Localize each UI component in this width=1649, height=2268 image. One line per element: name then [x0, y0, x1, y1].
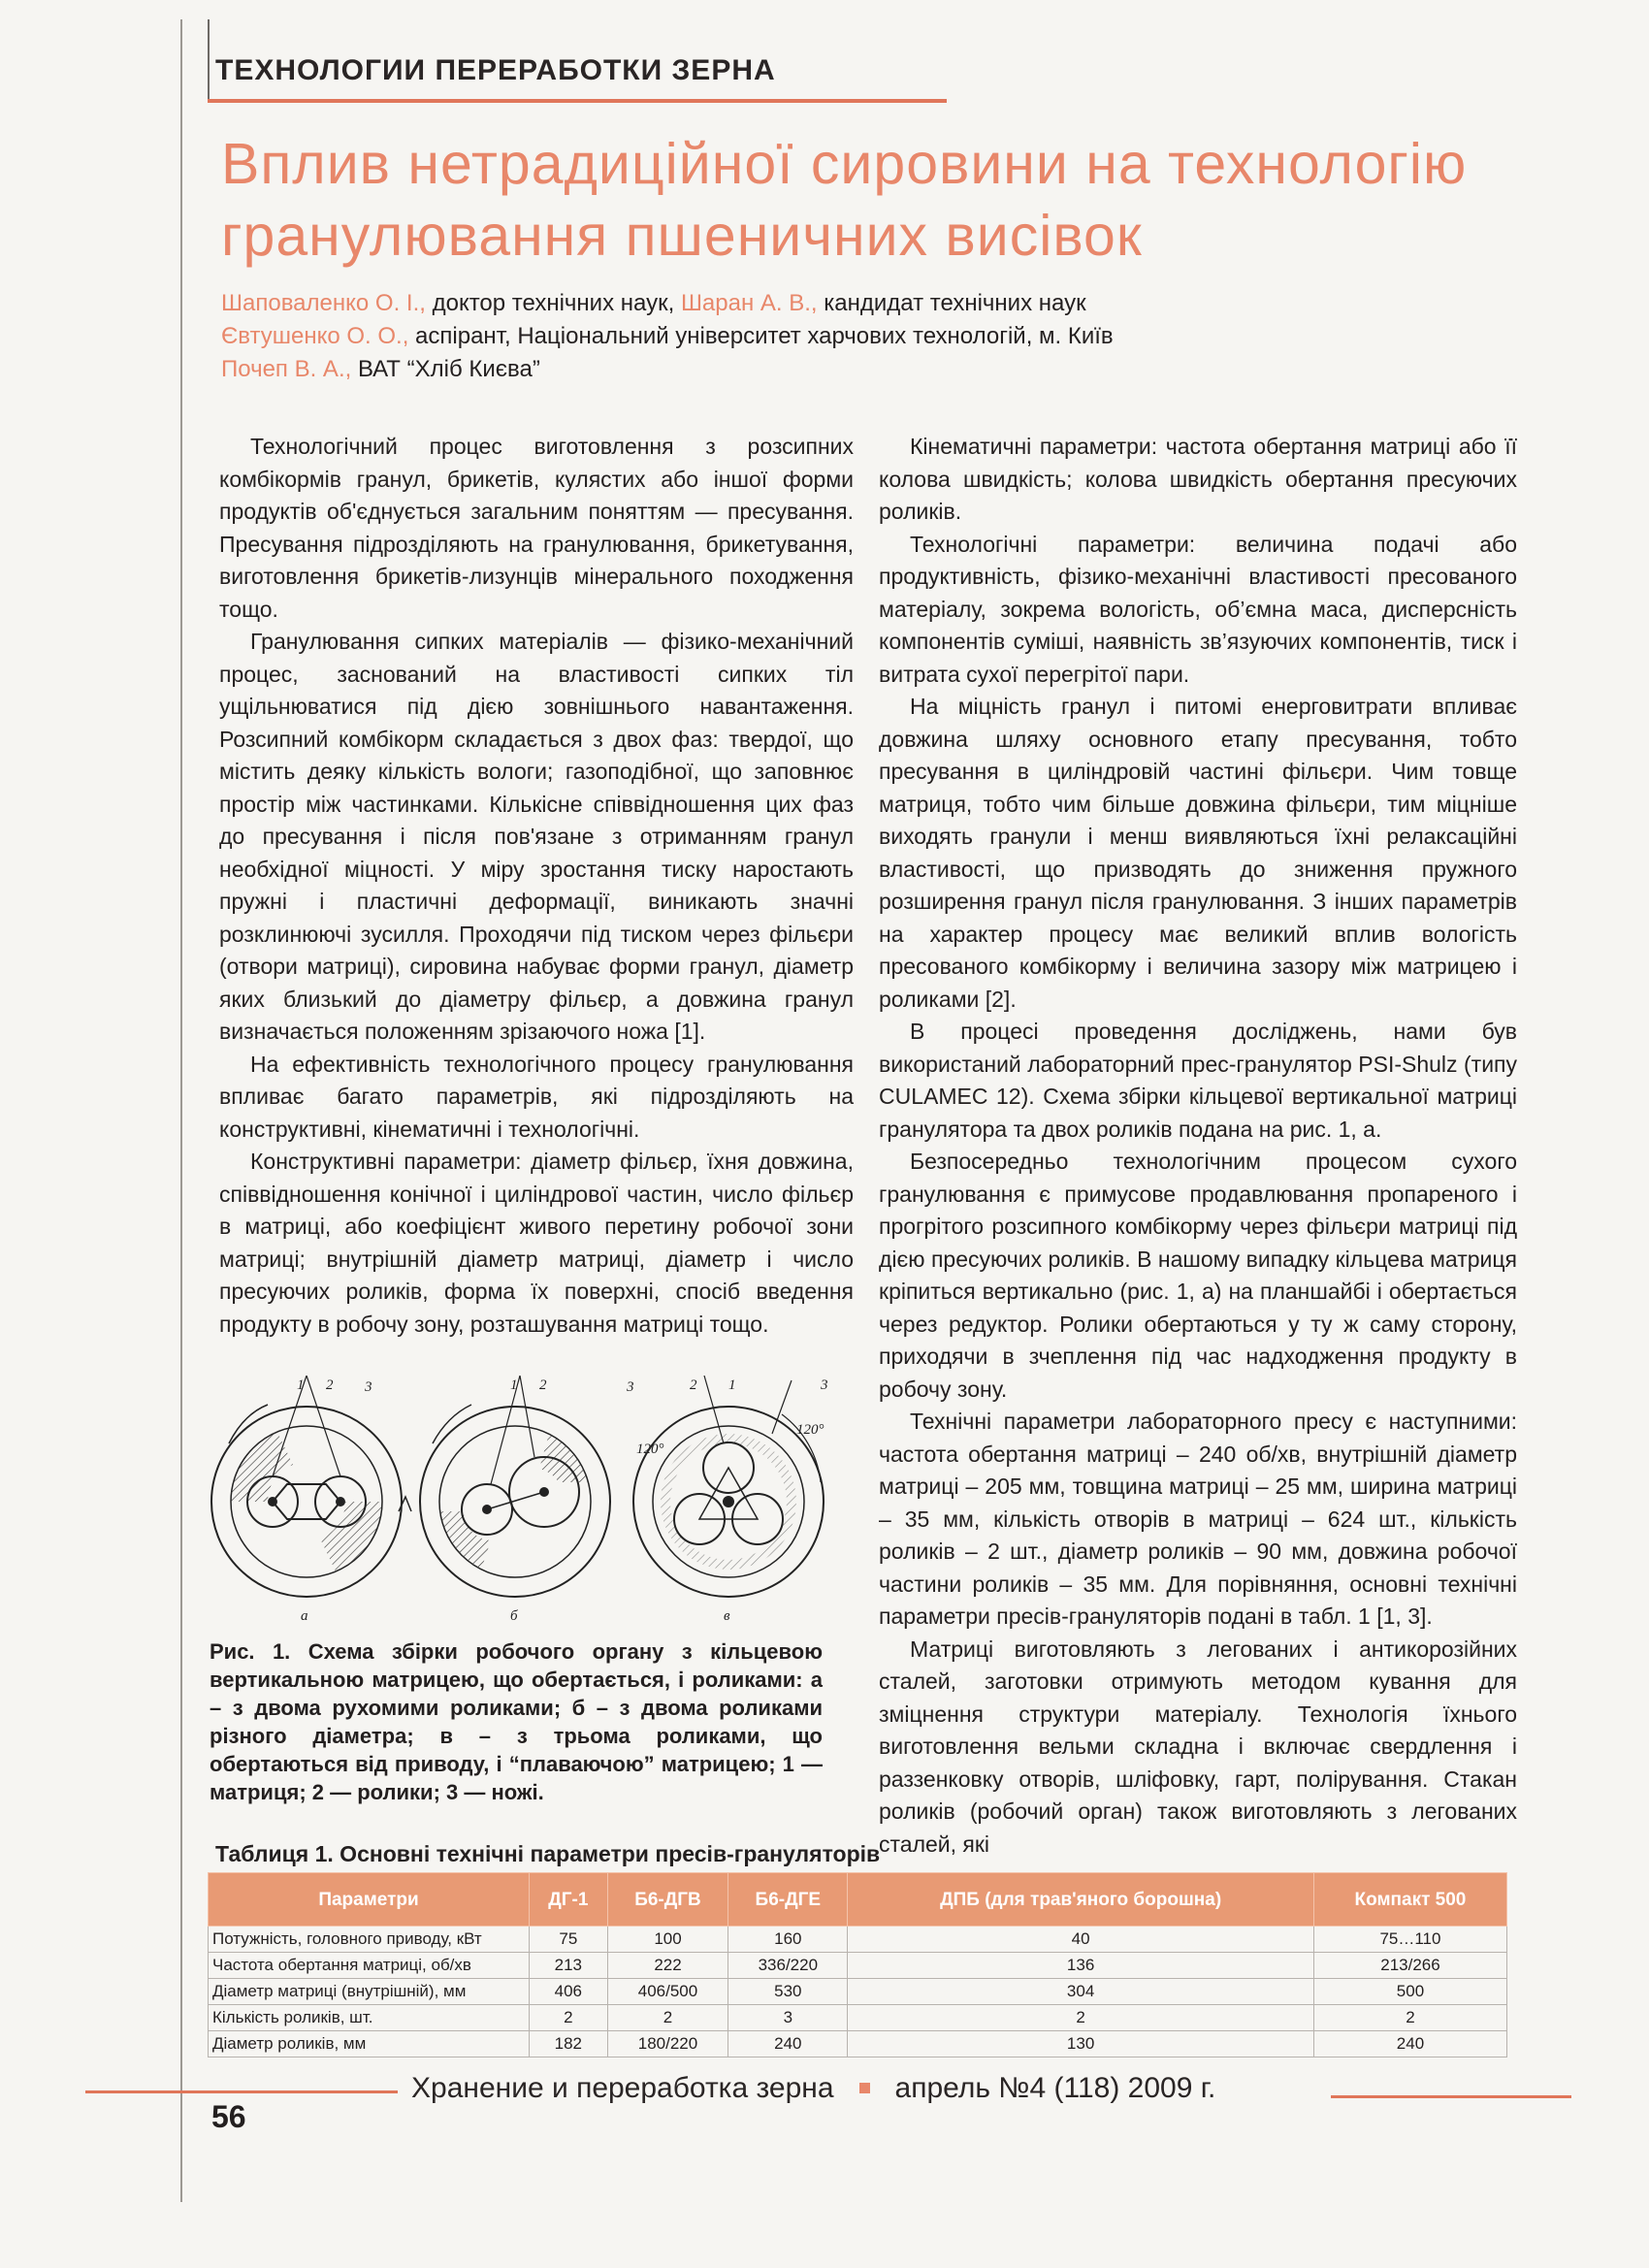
table-cell: Потужність, головного приводу, кВт	[209, 1927, 530, 1953]
text-column-left	[219, 431, 854, 1341]
page-margin-line	[180, 19, 182, 2202]
article-title: Вплив нетрадиційної сировини на технологію гранулювання пшеничних висівок	[221, 132, 1468, 268]
table-cell: Діаметр роликів, мм	[209, 2031, 530, 2057]
author-name: Шаповаленко О. І.,	[221, 290, 426, 316]
paragraph: На ефективність технологічного процесу гранулювання впливає багато параметрів, які підрозділяють на конструктивні, кінематичні і технологічні.	[219, 1051, 854, 1142]
paragraph: Технологічні параметри: величина подачі або продуктивність, фізико-механічні властивості пресованого матеріалу, зокрема вологість, об’ємна маса, дисперсність компонентів суміші, наявність зв’язуючих компонентів, тиск і витрата сухої перегрітої пари.	[879, 531, 1517, 687]
paragraph: В процесі проведення досліджень, нами був використаний лабораторний прес-гранулятор PSI-Shulz (типу CULAMEC 12). Схема збірки кільцевої вертикальної матриці гранулятора та двох роликів подана на рис. 1, а.	[879, 1019, 1517, 1142]
diagram-a	[211, 1376, 411, 1597]
table-cell: 3	[728, 2005, 848, 2031]
table-row	[209, 1927, 1507, 1953]
column-header: Компакт 500	[1313, 1873, 1506, 1927]
table-cell: 213/266	[1313, 1953, 1506, 1979]
table-row	[209, 2005, 1507, 2031]
author-role: ВАТ “Хліб Києва”	[351, 356, 540, 382]
table-cell: 40	[848, 1927, 1314, 1953]
footer-rule-right	[1331, 2095, 1571, 2098]
table-cell: 75…110	[1313, 1927, 1506, 1953]
table-cell: 180/220	[607, 2031, 728, 2057]
figure-diagram	[200, 1376, 848, 1630]
footer-journal	[411, 2072, 1215, 2105]
paragraph: Безпосередньо технологічним процесом сухого гранулювання є примусове продавлювання пропареного і прогрітого розсипного комбікорму через фільєри матриці під дією пресуючих роликів. В нашому випадку кільцева матриця кріпиться вертикально (рис. 1, а) на планшайбі і обертається через редуктор. Ролики обертаються у ту ж саму сторону, приходячи в зчеплення під час надходження продукту в робочу зону.	[879, 1149, 1517, 1402]
paragraph: Матриці виготовляють з легованих і антикорозійних сталей, заготовки отримують методом кування для зміцнення структури матеріалу. Технологія їхнього виготовлення вельми складна і включає свердлення і раззенковку отворів, шліфовку, гарт, полірування. Стакан роликів (робочий орган) також виготовляють з легованих сталей, які	[879, 1636, 1517, 1857]
author-line-2	[221, 320, 1114, 353]
column-header: ДПБ (для трав'яного борошна)	[848, 1873, 1314, 1927]
author-role: кандидат технічних наук	[817, 290, 1086, 316]
angle-label: 120°	[636, 1442, 664, 1457]
author-line-3	[221, 353, 1114, 386]
paragraph: Технологічний процес виготовлення з розсипних комбікормів гранул, брикетів, кулястих або іншої форми продуктів об'єднується загальним поняттям — пресування. Пресування підрозділяють на гранулювання, брикетування, виготовлення брикетів-лизунців мінерального походження тощо.	[219, 434, 854, 622]
label-2: 2	[539, 1377, 547, 1393]
paragraph: Кінематичні параметри: частота обертання матриці або її колова швидкість; колова швидкість обертання пресуючих роликів.	[879, 434, 1517, 524]
table-cell: 530	[728, 1979, 848, 2005]
table-title: Таблиця 1. Основні технічні параметри пресів-грануляторів	[215, 1841, 881, 1866]
diagram-b	[420, 1376, 610, 1597]
separator-square-icon	[859, 2083, 870, 2093]
label-2: 2	[326, 1377, 334, 1393]
column-header: Параметри	[209, 1873, 530, 1927]
parameters-table	[208, 1872, 1507, 2057]
label-3: 3	[365, 1379, 372, 1395]
text-column-right	[879, 431, 1517, 1861]
label-1: 1	[510, 1377, 518, 1393]
table-cell: 406/500	[607, 1979, 728, 2005]
figure-caption	[210, 1637, 823, 1806]
page-number: 56	[211, 2099, 246, 2134]
paragraph: Гранулювання сипких матеріалів — фізико-механічний процес, заснований на властивості сипких тіл ущільнюватися під дією зовнішнього навантаження. Розсипний комбікорм складається з двох фаз: твердої, що містить деяку кількість вологи; газоподібної, що заповнює простір між частинками. Кількісне співвідношення цих фаз до пресування і після пов'язане з отриманням гранул необхідної міцності. У міру зростання тиску наростають пружні і пластичні деформації, виникають значні розклинюючі зусилля. Проходячи під тиском через фільєри (отвори матриці), сировина набуває форми гранул, діаметр яких близький до діаметру фільєр, а довжина гранул визначається положенням зрізаючого ножа [1].	[219, 629, 854, 1044]
footer-rule-left	[85, 2090, 398, 2093]
table-cell: 130	[848, 2031, 1314, 2057]
table-row	[209, 2031, 1507, 2057]
header-rule	[208, 99, 947, 103]
table-cell: Частота обертання матриці, об/хв	[209, 1953, 530, 1979]
label-c: в	[724, 1608, 730, 1624]
table-cell: 160	[728, 1927, 848, 1953]
table-cell: 136	[848, 1953, 1314, 1979]
paragraph: Технічні параметри лабораторного пресу є наступними: частота обертання матриці – 240 об/хв, внутрішній діаметр матриці – 205 мм, товщина матриці – 25 мм, ширина матриці – 35 мм, кількість отворів в матриці – 624 шт., кількість роликів – 2 шт., діаметр роликів – 90 мм, довжина робочої частини роликів – 35 мм. Для порівняння, основні технічні параметри пресів-грануляторів подані в табл. 1 [1, 3].	[879, 1409, 1517, 1629]
author-line-1	[221, 287, 1114, 320]
author-name: Шаран А. В.,	[680, 290, 818, 316]
caption-body: а – з двома рухомими роликами; б – з двома роликами різного діаметра; в – з трьома роликами, що обертаються від приводу, і “плаваючою” матрицею; 1 — матриця; 2 — ролики; 3 — ножі.	[210, 1668, 823, 1804]
table-cell: 182	[530, 2031, 608, 2057]
label-a: а	[301, 1608, 308, 1624]
table-cell: Діаметр матриці (внутрішній), мм	[209, 1979, 530, 2005]
paragraph: На міцність гранул і питомі енерговитрати впливає довжина шляху основного етапу пресування, тобто пресування в циліндровій частині фільєри. Чим товще матриця, тобто чим більше довжина фільєри, тим міцніше виходять гранули і менш виявляються їхні релаксаційні властивості, що призводять до зниження пружного розширення гранул після гранулювання. З інших параметрів на характер процесу має великий вплив вологість пресованого комбікорму і величина зазору між матрицею і роликами [2].	[879, 694, 1517, 1012]
table-cell: 75	[530, 1927, 608, 1953]
issue-info: апрель №4 (118) 2009 г.	[894, 2072, 1216, 2104]
column-header: Б6-ДГВ	[607, 1873, 728, 1927]
angle-label: 120°	[796, 1422, 824, 1438]
table-cell: Кількість роликів, шт.	[209, 2005, 530, 2031]
table-cell: 222	[607, 1953, 728, 1979]
table-cell: 2	[1313, 2005, 1506, 2031]
table-cell: 240	[1313, 2031, 1506, 2057]
column-header: Б6-ДГЕ	[728, 1873, 848, 1927]
table-row	[209, 1953, 1507, 1979]
table-cell: 500	[1313, 1979, 1506, 2005]
section-header: ТЕХНОЛОГИИ ПЕРЕРАБОТКИ ЗЕРНА	[215, 54, 776, 86]
table-row	[209, 1979, 1507, 2005]
authors-block	[221, 287, 1114, 386]
table-cell: 304	[848, 1979, 1314, 2005]
label-3: 3	[821, 1377, 828, 1393]
column-header: ДГ-1	[530, 1873, 608, 1927]
table-cell: 336/220	[728, 1953, 848, 1979]
caption-head: Рис. 1. Схема збірки робочого органу з кільцевою вертикальною матрицею, що обертається, і роликами:	[210, 1639, 823, 1692]
author-role: аспірант, Національний університет харчових технологій, м. Київ	[408, 323, 1114, 349]
table-cell: 2	[607, 2005, 728, 2031]
table-cell: 2	[530, 2005, 608, 2031]
author-role: доктор технічних наук,	[425, 290, 681, 316]
label-2: 2	[690, 1377, 697, 1393]
label-1: 1	[728, 1377, 736, 1393]
table-cell: 100	[607, 1927, 728, 1953]
header-divider-line	[208, 19, 210, 101]
label-1: 1	[297, 1377, 305, 1393]
paragraph: Конструктивні параметри: діаметр фільєр, їхня довжина, співвідношення конічної і циліндрової частин, число фільєр в матриці, або коефіцієнт живого перетину робочої зони матриці; внутрішній діаметр матриці, діаметр і число пресуючих роликів, форма їх поверхні, спосіб введення продукту в робочу зону, розташування матриці тощо.	[219, 1149, 854, 1337]
label-b: б	[510, 1608, 518, 1624]
author-name: Почеп В. А.,	[221, 356, 352, 382]
journal-name: Хранение и переработка зерна	[411, 2072, 834, 2104]
table-cell: 2	[848, 2005, 1314, 2031]
diagram-c	[633, 1376, 824, 1597]
label-3: 3	[627, 1379, 634, 1395]
table-header-row	[209, 1873, 1507, 1927]
table-cell: 240	[728, 2031, 848, 2057]
author-name: Євтушенко О. О.,	[221, 323, 409, 349]
table-cell: 213	[530, 1953, 608, 1979]
table-cell: 406	[530, 1979, 608, 2005]
